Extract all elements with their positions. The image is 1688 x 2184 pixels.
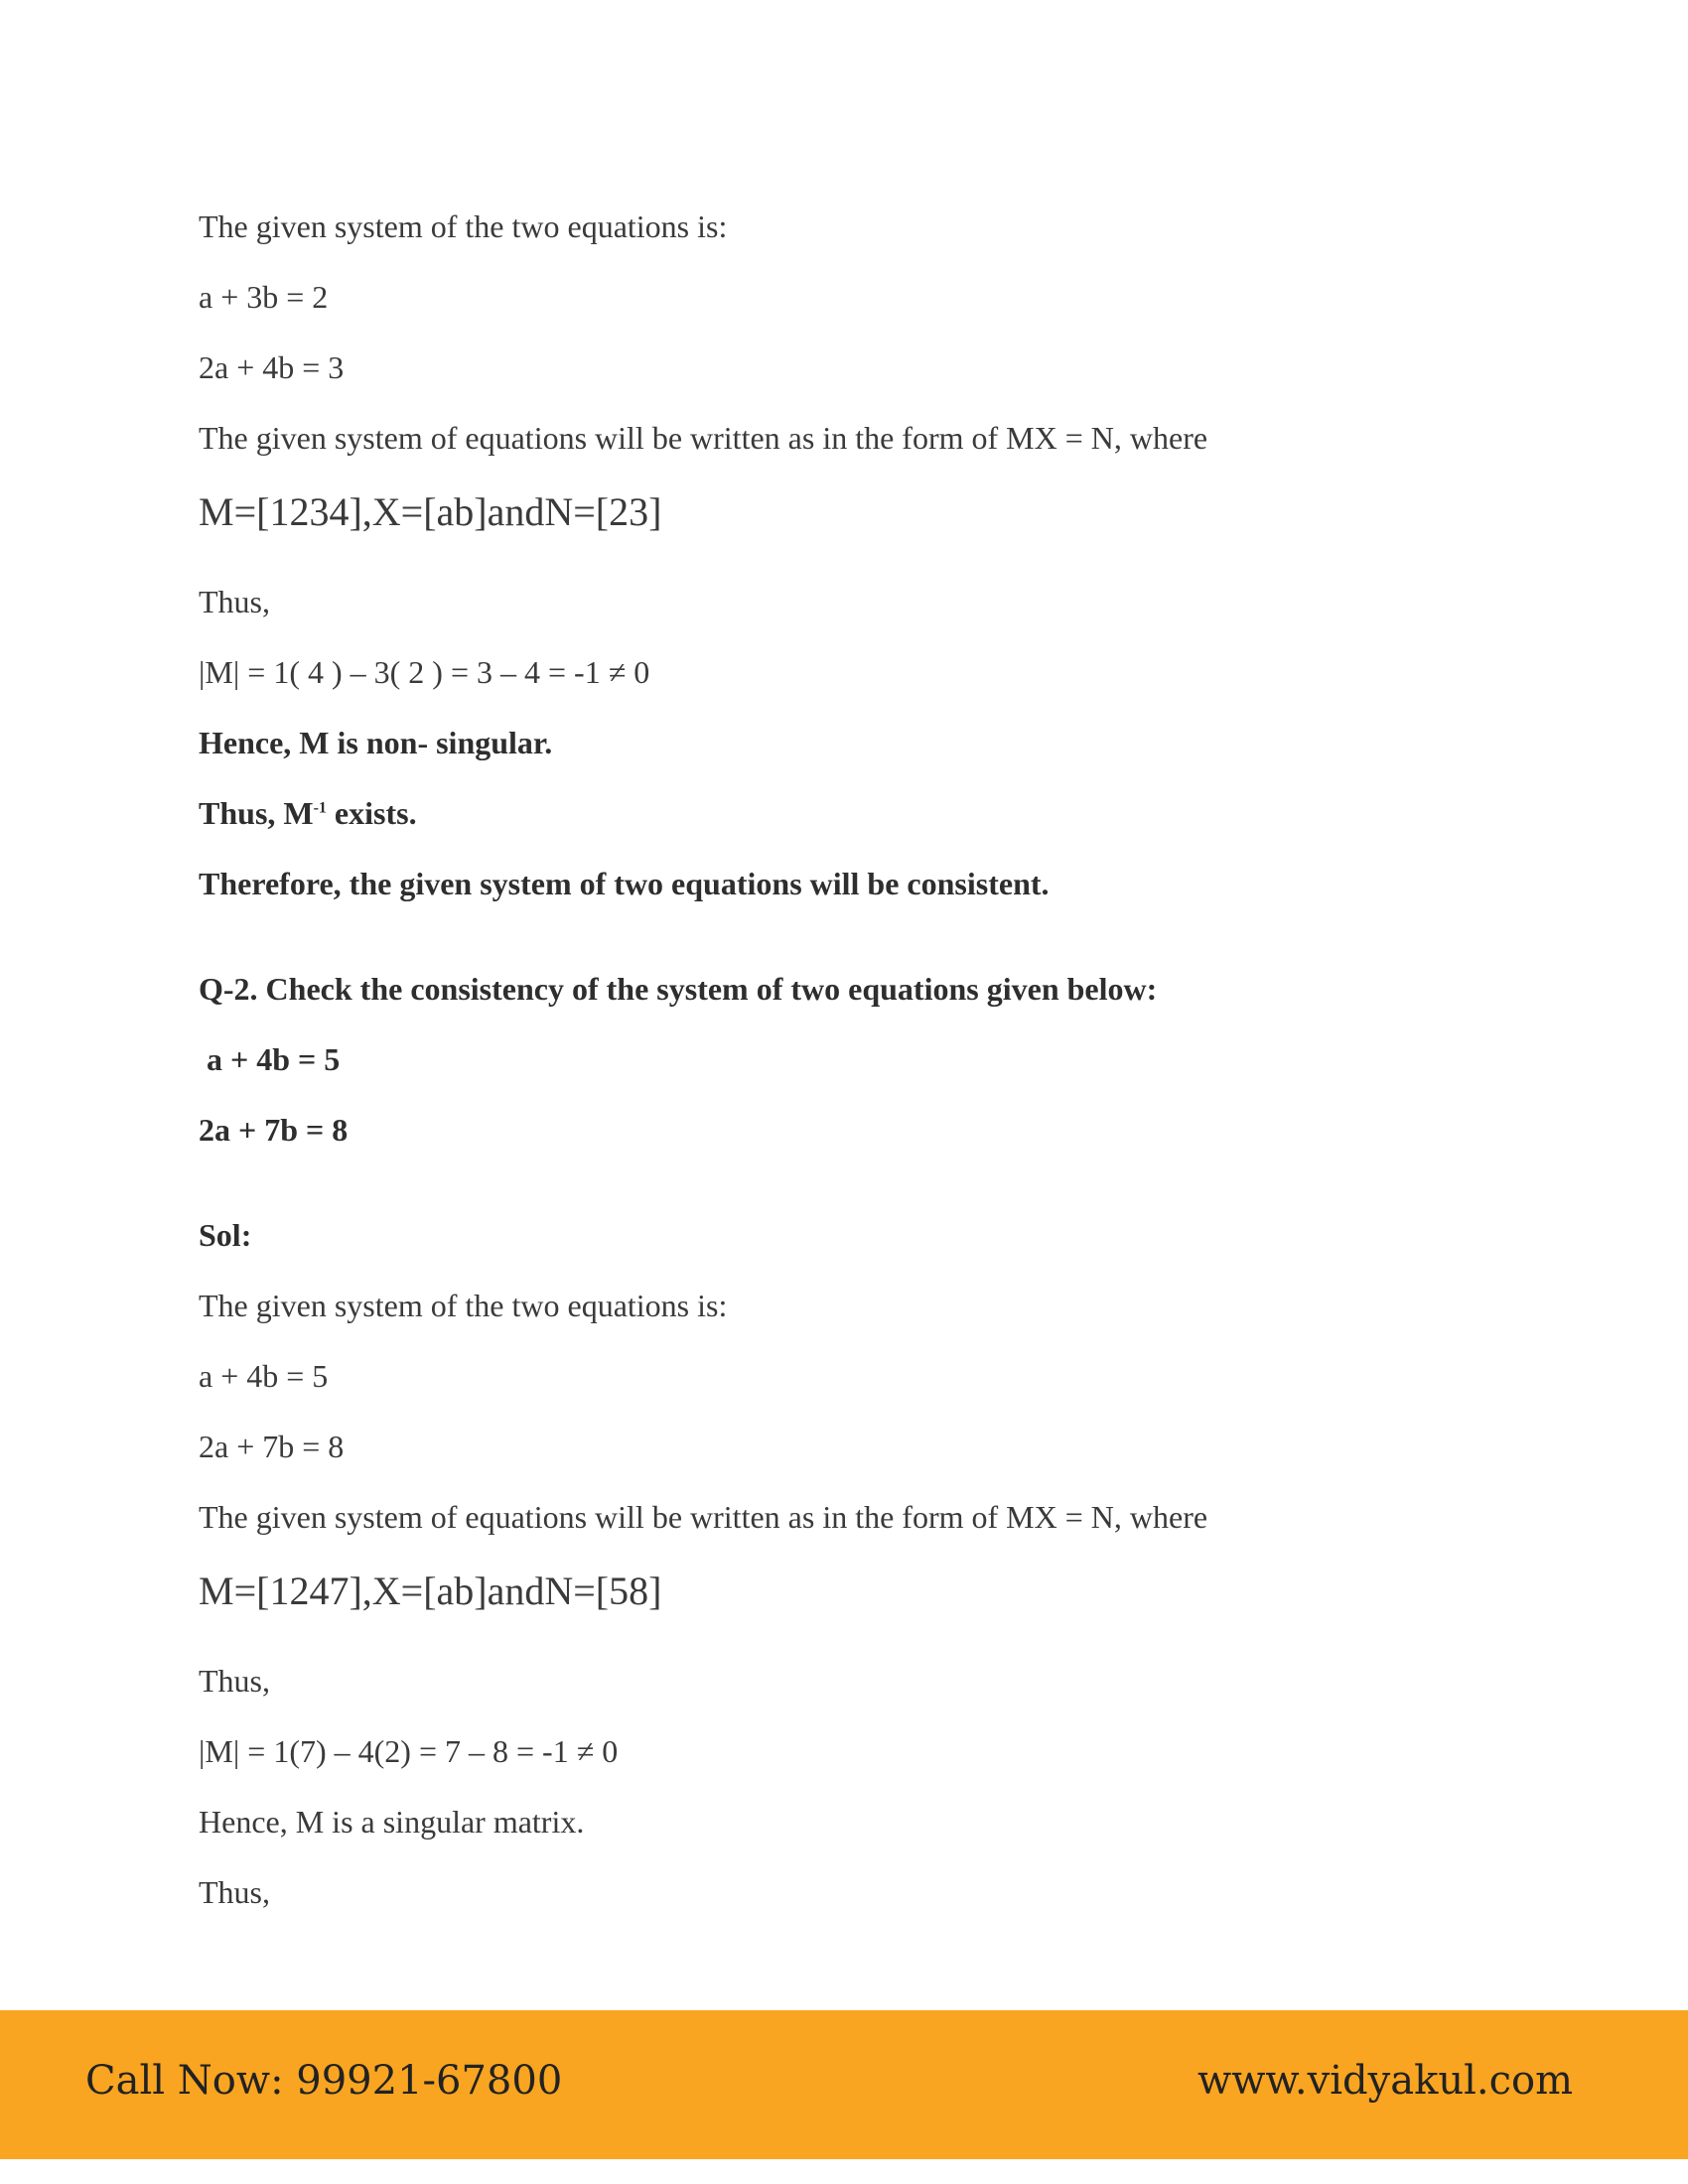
question-2-equation-1: a + 4b = 5: [207, 1041, 341, 1077]
non-singular-statement: Hence, M is non- singular.: [199, 725, 553, 760]
matrix-form-text-2: The given system of equations will be written as in the form of MX = N, where: [199, 1499, 1208, 1535]
question-2-title: Q-2. Check the consistency of the system of two equations given below:: [199, 971, 1158, 1007]
inverse-prefix: Thus, M: [199, 795, 314, 831]
call-now-phone[interactable]: Call Now: 99921-67800: [85, 2058, 563, 2104]
inverse-exists-statement: [199, 795, 1489, 831]
intro-text-2: The given system of the two equations is:: [199, 1288, 728, 1323]
solution-equation-1: a + 4b = 5: [199, 1358, 329, 1394]
footer-banner: [0, 2010, 1688, 2159]
equation-2: 2a + 4b = 3: [199, 349, 345, 385]
matrix-form-text: The given system of equations will be written as in the form of MX = N, where: [199, 420, 1208, 456]
question-2-equation-2: 2a + 7b = 8: [199, 1112, 349, 1148]
solution-equation-2: 2a + 7b = 8: [199, 1429, 345, 1464]
equation-1: a + 3b = 2: [199, 279, 329, 315]
thus-text-2: Thus,: [199, 1663, 270, 1699]
determinant-line-2: |M| = 1(7) – 4(2) = 7 – 8 = -1 ≠ 0: [199, 1733, 619, 1769]
intro-text: The given system of the two equations is:: [199, 208, 728, 244]
website-link[interactable]: www.vidyakul.com: [1196, 2058, 1573, 2104]
page-content: [199, 208, 1489, 1945]
matrix-definition: M=[1234],X=[ab]andN=[23]: [199, 489, 662, 534]
inverse-superscript: -1: [313, 799, 327, 817]
consistency-conclusion: Therefore, the given system of two equations will be consistent.: [199, 866, 1050, 901]
singular-statement: Hence, M is a singular matrix.: [199, 1804, 585, 1840]
thus-text-3: Thus,: [199, 1874, 270, 1910]
thus-text: Thus,: [199, 584, 270, 619]
solution-label: Sol:: [199, 1217, 252, 1253]
matrix-definition-2: M=[1247],X=[ab]andN=[58]: [199, 1569, 662, 1613]
inverse-suffix: exists.: [326, 795, 417, 831]
determinant-line: |M| = 1( 4 ) – 3( 2 ) = 3 – 4 = -1 ≠ 0: [199, 654, 650, 690]
